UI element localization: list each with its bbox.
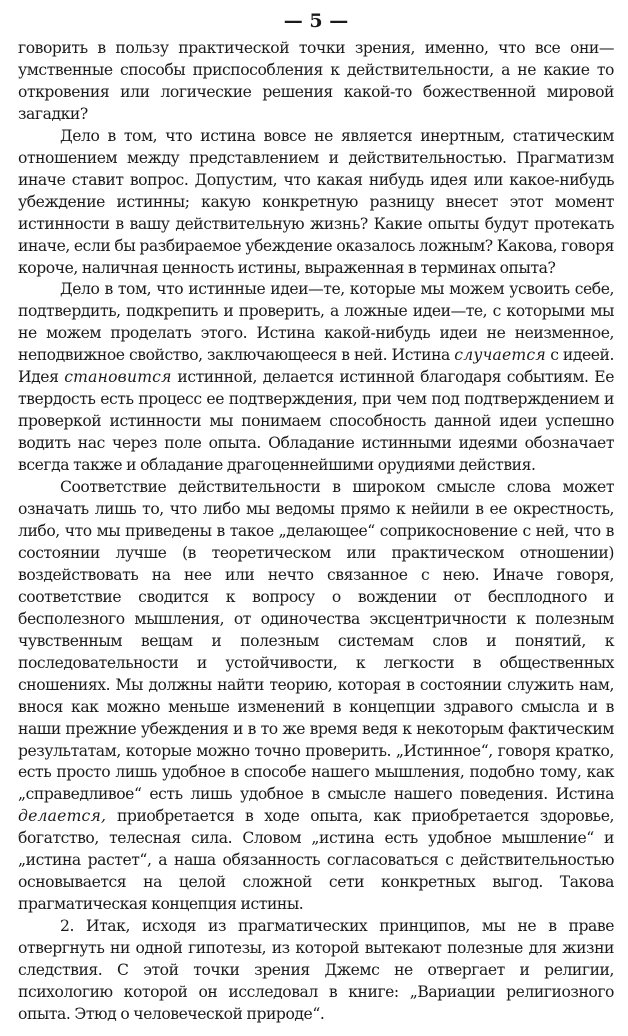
paragraph-2: Дело в том, что истина вовсе не является инертным, статическим отношением между представлением и действительностью. Прагматизм иначе ставит вопрос. Допустим, что какая нибудь идея или какое-нибудь убеждение истинны; какую конкретную разницу внесет этот момент истинности в вашу действительную жизнь? Какие опыты будут протекать иначе, если бы разбираемое убеждение оказалось ложным? Какова, говоря короче, наличная ценность истины, выраженная в терминах опыта? xyxy=(18,126,614,277)
paragraph-5: 2. Итак, исходя из прагматических принципов, мы не в праве отвергнуть ни одной гипотезы, из которой вытекают полезные для жизни следствия. С этой точки зрения Джемс не отвергает и религии, психологию которой он исследовал в книге: „Вариации религиозного опыта. Этюд о человеческой природе“. xyxy=(18,917,614,1023)
text-run: Соответствие действительности в широком смысле слова может означать лишь то, что либо мы ведомы прямо к нейили в ее окрестность, либо, что мы приведены в такое „делающее“ соприкосновение с ней, что в состоянии лучше (в теоретическом или практическом отношении) воздействовать на нее или нечто связанное с нею. Иначе говоря, соответствие сводится к вопросу о вождении от бесплодного и бесполезного мышления, от одиночества эксцентричности к полезным чувственным вещам и полезным системам слов и понятий, к последовательности и устойчивости, к легкости в общественных сношениях. Мы должны найти теорию, которая в состоянии служить нам, внося как можно меньше изменений в концепции здравого смысла и в наши прежние убеждения и в то же время ведя к некоторым фактическим результатам, которые можно точно проверить. „Истинное“, говоря кратко, есть просто лишь удобное в способе нашего мышления, подобно тому, как „справедливое“ есть лишь удобное в смысле нашего поведения. Истина xyxy=(18,478,614,804)
emphasis-text: случается xyxy=(454,346,546,365)
text-run: истинной, делается истинной благодаря событиям. Ее твердость есть процесс ее подтверждения, при чем под подтверждением и проверкой истинности мы понимаем способность данной идеи успешно водить нас через поле опыта. Обладание истинными идеями обозначает всегда также и обладание драгоценнейшими орудиями действия. xyxy=(18,368,614,475)
paragraph-4 xyxy=(18,477,614,916)
text-run: приобретается в ходе опыта, как приобретается здоровье, богатство, телесная сила. Словом „истина есть удобное мышление“ и „истина растет“, а наша обязанность согласоваться с действительностью основывается на целой сложной сети конкретных выгод. Такова прагматическая концепция истины. xyxy=(18,807,614,914)
text-run: с идеей. Идея xyxy=(18,346,614,387)
paragraph-3 xyxy=(18,279,614,477)
paragraph-1: говорить в пользу практической точки зрения, именно, что все они—умственные способы приспособления к действительности, а не какие то откровения или логические решения какой-то божественной мировой загадки? xyxy=(18,39,614,123)
page-number: — 5 — xyxy=(283,10,349,32)
emphasis-text: делается, xyxy=(18,807,107,826)
emphasis-text: становится xyxy=(64,368,172,387)
text-run: Дело в том, что истинные идеи—те, которые мы можем усвоить себе, подтвердить, подкрепить и проверить, а ложные идеи—те, с которыми мы не можем проделать этого. Истина какой-нибудь идеи не неизменное, неподвижное свойство, заключающееся в ней. Истина xyxy=(18,280,614,365)
